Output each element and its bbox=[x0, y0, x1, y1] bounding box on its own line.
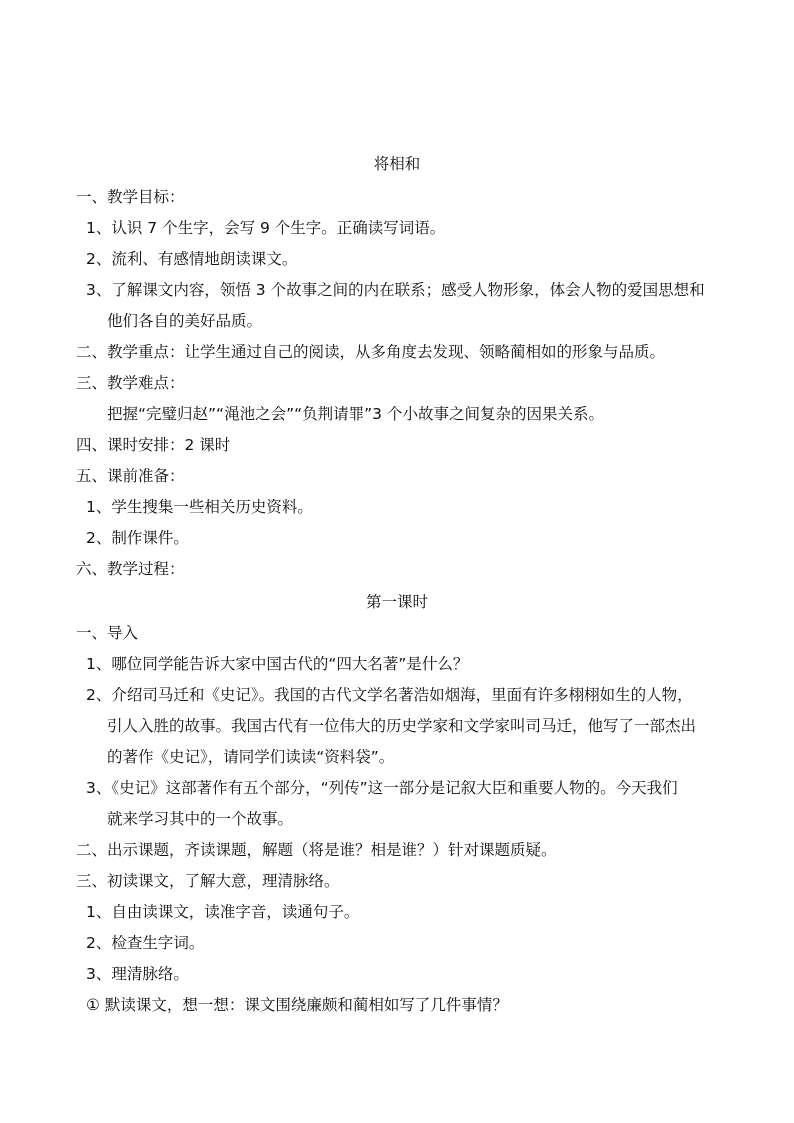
section-heading-difficulties: 三、教学难点： bbox=[76, 374, 185, 392]
intro-item-3-continued: 就来学习其中的一个故事。 bbox=[107, 810, 294, 828]
reading-item-3: 3、理清脉络。 bbox=[86, 965, 189, 983]
step-heading-intro: 一、导入 bbox=[76, 624, 139, 642]
step-heading-first-reading: 三、初读课文，了解大意，理清脉络。 bbox=[76, 872, 340, 890]
intro-item-2-continued-2: 的著作《史记》，请同学们读读“资料袋”。 bbox=[107, 748, 395, 766]
lesson-title: 第一课时 bbox=[365, 593, 428, 611]
section-heading-key-points: 二、教学重点：让学生通过自己的阅读，从多角度去发现、领略蔺相如的形象与品质。 bbox=[76, 343, 666, 361]
objective-item-2: 2、流利、有感情地朗读课文。 bbox=[86, 250, 298, 268]
intro-item-3: 3、《史记》这部著作有五个部分，“列传”这一部分是记叙大臣和重要人物的。今天我们 bbox=[86, 779, 678, 797]
objective-item-3-continued: 他们各自的美好品质。 bbox=[107, 312, 263, 330]
intro-item-2: 2、介绍司马迁和《史记》。我国的古代文学名著浩如烟海，里面有许多栩栩如生的人物， bbox=[86, 686, 693, 704]
intro-item-2-continued-1: 引人入胜的故事。我国古代有一位伟大的历史学家和文学家叫司马迁，他写了一部杰出 bbox=[107, 717, 697, 735]
objective-item-1: 1、认识 7 个生字，会写 9 个生字。正确读写词语。 bbox=[86, 219, 446, 237]
intro-item-1: 1、哪位同学能告诉大家中国古代的“四大名著”是什么？ bbox=[86, 655, 469, 673]
difficulty-text: 把握“完璧归赵”“渑池之会”“负荆请罪”3 个小故事之间复杂的因果关系。 bbox=[107, 405, 604, 423]
preparation-item-1: 1、学生搜集一些相关历史资料。 bbox=[86, 498, 313, 516]
objective-item-3: 3、了解课文内容，领悟 3 个故事之间的内在联系；感受人物形象，体会人物的爱国思想和 bbox=[86, 281, 705, 299]
reading-subitem-1: ① 默读课文，想一想：课文围绕廉颇和蔺相如写了几件事情？ bbox=[86, 996, 508, 1014]
preparation-item-2: 2、制作课件。 bbox=[86, 529, 189, 547]
reading-item-2: 2、检查生字词。 bbox=[86, 934, 205, 952]
step-heading-title: 二、出示课题，齐读课题，解题（将是谁？相是谁？）针对课题质疑。 bbox=[76, 841, 557, 859]
section-heading-objectives: 一、教学目标： bbox=[76, 188, 185, 206]
section-heading-preparation: 五、课前准备： bbox=[76, 467, 185, 485]
section-heading-process: 六、教学过程： bbox=[76, 560, 185, 578]
section-heading-schedule: 四、课时安排：2 课时 bbox=[76, 436, 231, 454]
reading-item-1: 1、自由读课文，读准字音，读通句子。 bbox=[86, 903, 360, 921]
page-title: 将相和 bbox=[373, 155, 421, 173]
